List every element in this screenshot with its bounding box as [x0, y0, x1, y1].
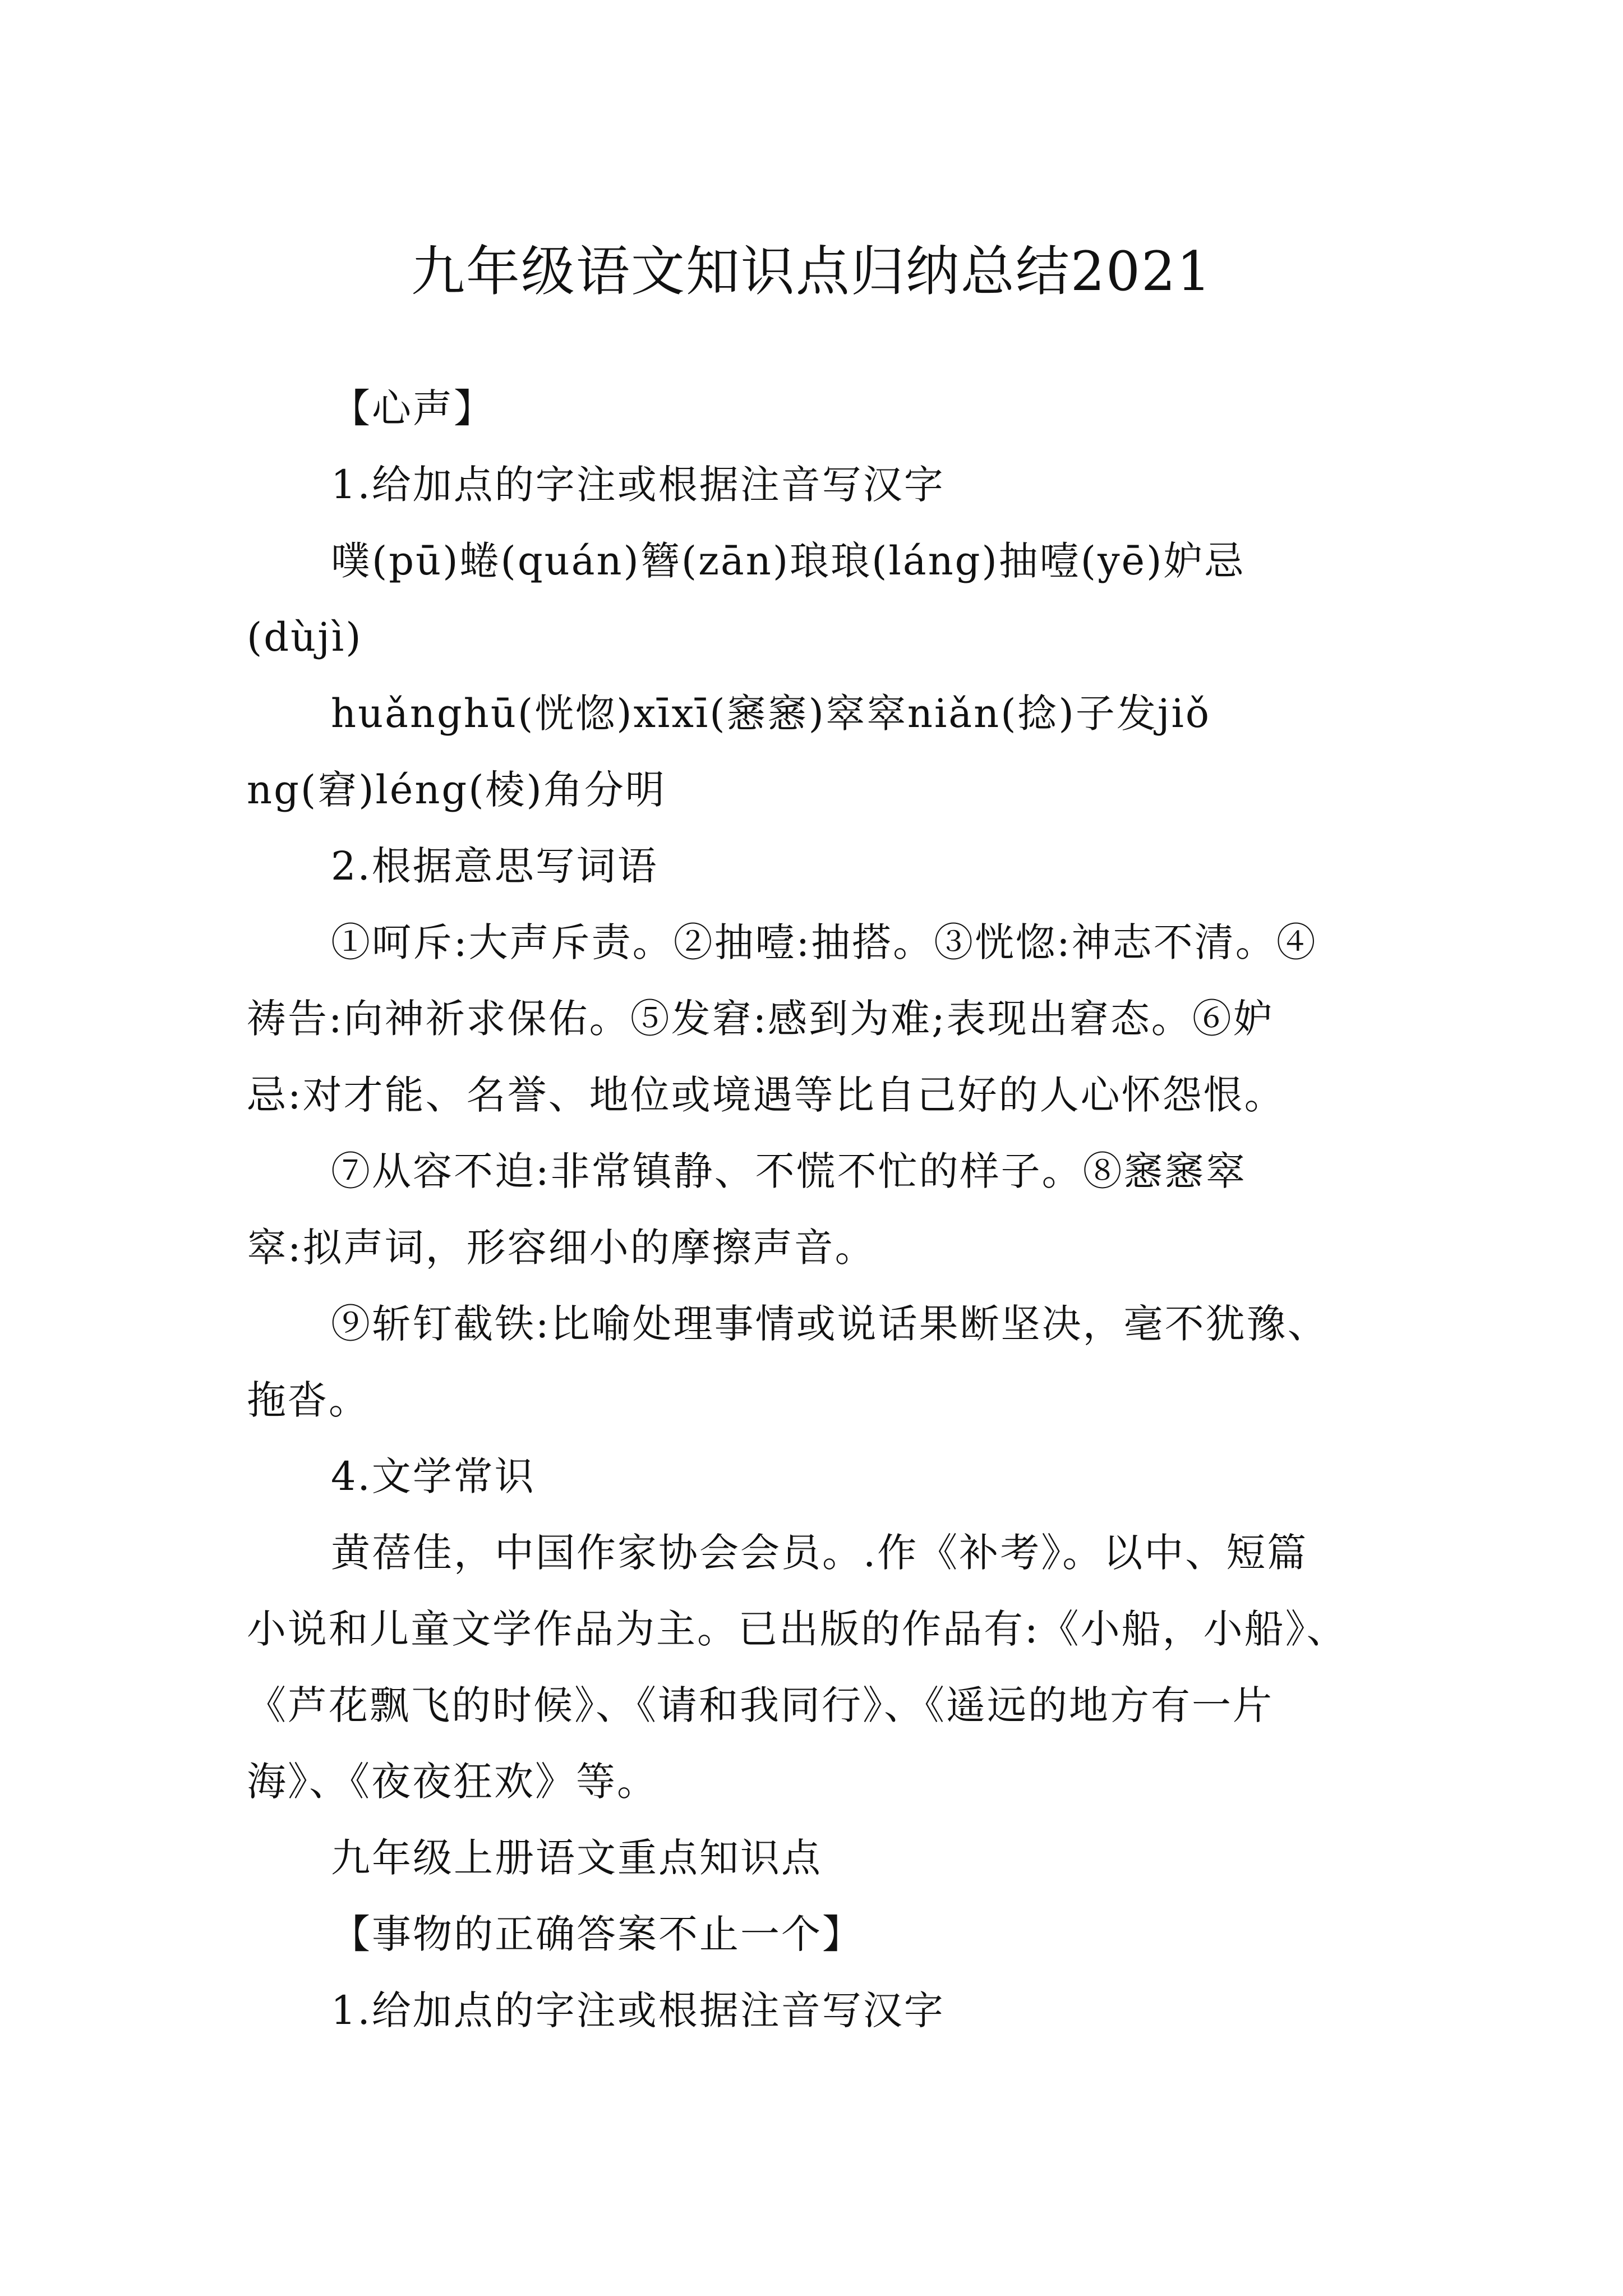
text-line: 忌:对才能、名誉、地位或境遇等比自己好的人心怀怨恨。 [247, 1072, 1285, 1118]
definitions-paragraph-1 [247, 904, 1436, 1133]
text-line: 【心声】 [331, 385, 495, 431]
exercise-heading-pinyin [247, 447, 1436, 523]
text-line: huǎnghū(恍惚)xīxī(窸窸)窣窣niǎn(捻)子发jiǒ [331, 691, 1211, 737]
author-bio-paragraph [247, 1515, 1436, 1820]
definitions-paragraph-2 [247, 1133, 1436, 1286]
text-line: 九年级上册语文重点知识点 [331, 1835, 822, 1881]
text-line: 2.根据意思写词语 [331, 843, 658, 889]
text-line: 窣:拟声词，形容细小的摩擦声音。 [247, 1225, 876, 1271]
text-line: ⑦从容不迫:非常镇静、不慌不忙的样子。⑧窸窸窣 [331, 1148, 1247, 1194]
text-line: 海》、《夜夜狂欢》等。 [247, 1759, 658, 1805]
definitions-paragraph-3 [247, 1286, 1436, 1438]
section-heading-answers [247, 1896, 1436, 1972]
pinyin-paragraph-2 [247, 675, 1436, 828]
text-line: (dùjì) [247, 614, 363, 660]
text-line: 小说和儿童文学作品为主。已出版的作品有:《小船，小船》、 [247, 1606, 1348, 1652]
document-body [247, 370, 1436, 2049]
text-line: 4.文学常识 [331, 1453, 536, 1499]
document-title: 九年级语文知识点归纳总结2021 [411, 240, 1212, 303]
text-line: 1.给加点的字注或根据注音写汉字 [331, 1987, 945, 2033]
pinyin-paragraph-1 [247, 523, 1436, 675]
exercise-heading-literature [247, 1438, 1436, 1515]
text-line: ①呵斥:大声斥责。②抽噎:抽搭。③恍惚:神志不清。④ [331, 919, 1317, 965]
exercise-heading-vocabulary [247, 828, 1436, 904]
exercise-heading-pinyin-2 [247, 1972, 1436, 2049]
text-line: 祷告:向神祈求保佑。⑤发窘:感到为难;表现出窘态。⑥妒 [247, 996, 1274, 1042]
text-line: 《芦花飘飞的时候》、《请和我同行》、《遥远的地方有一片 [247, 1682, 1274, 1728]
text-line: ng(窘)léng(棱)角分明 [247, 767, 666, 813]
text-line: 拖沓。 [247, 1377, 370, 1423]
text-line: ⑨斩钉截铁:比喻处理事情或说话果断坚决，毫不犹豫、 [331, 1301, 1329, 1347]
text-line: 【事物的正确答案不止一个】 [331, 1911, 863, 1957]
section-heading-xinsheng [247, 370, 1436, 447]
section-heading-grade9 [247, 1820, 1436, 1896]
text-line: 1.给加点的字注或根据注音写汉字 [331, 462, 945, 508]
text-line: 噗(pū)蜷(quán)簪(zān)琅琅(láng)抽噎(yē)妒忌 [331, 538, 1246, 584]
text-line: 黄蓓佳，中国作家协会会员。.作《补考》。以中、短篇 [331, 1530, 1308, 1576]
